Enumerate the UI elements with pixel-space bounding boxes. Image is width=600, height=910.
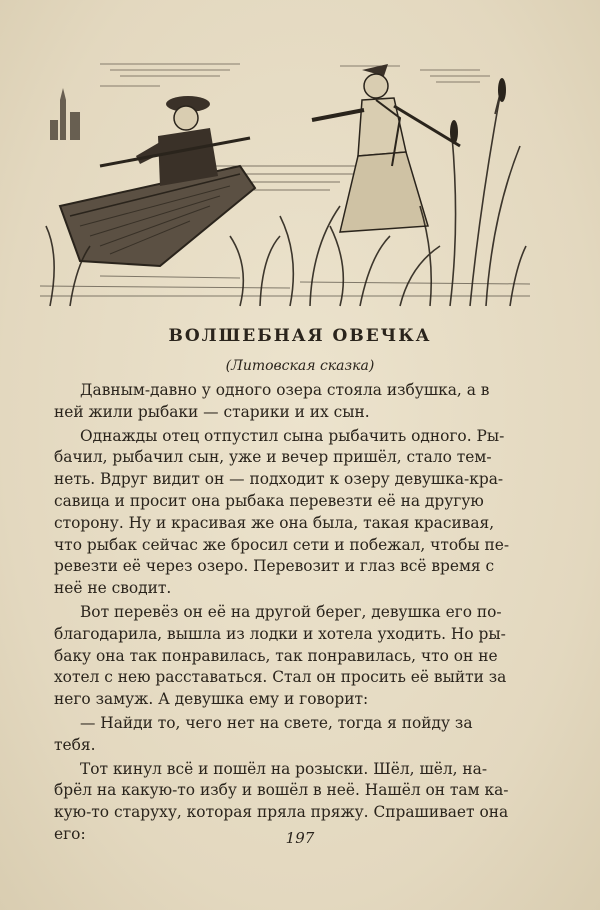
text-line: хотел с нею расставаться. Стал он просить её выйти за [54,668,507,687]
text-line: неть. Вдруг видит он — подходит к озеру девушка-кра- [54,470,504,489]
paragraph [54,426,532,600]
text-line: неё не сводит. [54,579,172,598]
text-line: Вот перевёз он её на другой берег, девушка его по- [80,602,502,621]
text-line: кую-то старуху, которая пряла пряжу. Спрашивает она [54,803,509,822]
fairy-tale-illustration [40,56,530,308]
text-line: баку она так понравилась, так понравилась, что он не [54,646,498,665]
story-subtitle: (Литовская сказка) [225,358,375,374]
text-line: брёл на какую-то избу и вошёл в неё. Нашёл он там ка- [54,781,509,800]
text-line: Тот кинул всё и пошёл на розыски. Шёл, шёл, на- [80,759,488,778]
text-line: Однажды отец отпустил сына рыбачить одного. Ры- [80,426,505,445]
text-line: бачил, рыбачил сын, уже и вечер пришёл, стало тем- [54,448,492,467]
page-number: 197 [285,829,315,847]
text-line: сторону. Ну и красивая же она была, такая красивая, [54,513,495,532]
paragraph [54,380,532,424]
text-line: ревезти её через озеро. Перевозит и глаз всё время с [54,557,495,576]
text-line: его: [54,824,86,843]
text-line: савица и просит она рыбака перевезти её на другую [54,491,484,510]
story-title: ВОЛШЕБНАЯ ОВЕЧКА [168,326,432,346]
text-line: — Найди то, чего нет на свете, тогда я пойду за [80,713,473,732]
text-line: благодарила, вышла из лодки и хотела уходить. Но ры- [54,624,506,643]
paragraph [54,713,532,757]
text-line: Давным-давно у одного озера стояла избушка, а в [80,381,490,399]
text-line: ней жили рыбаки — старики и их сын. [54,402,370,421]
text-line: тебя. [54,735,96,754]
paragraph [54,602,532,711]
story-text [54,380,532,848]
text-line: него замуж. А девушка ему и говорит: [54,690,369,709]
text-line: что рыбак сейчас же бросил сети и побежал, чтобы пе- [54,535,510,554]
